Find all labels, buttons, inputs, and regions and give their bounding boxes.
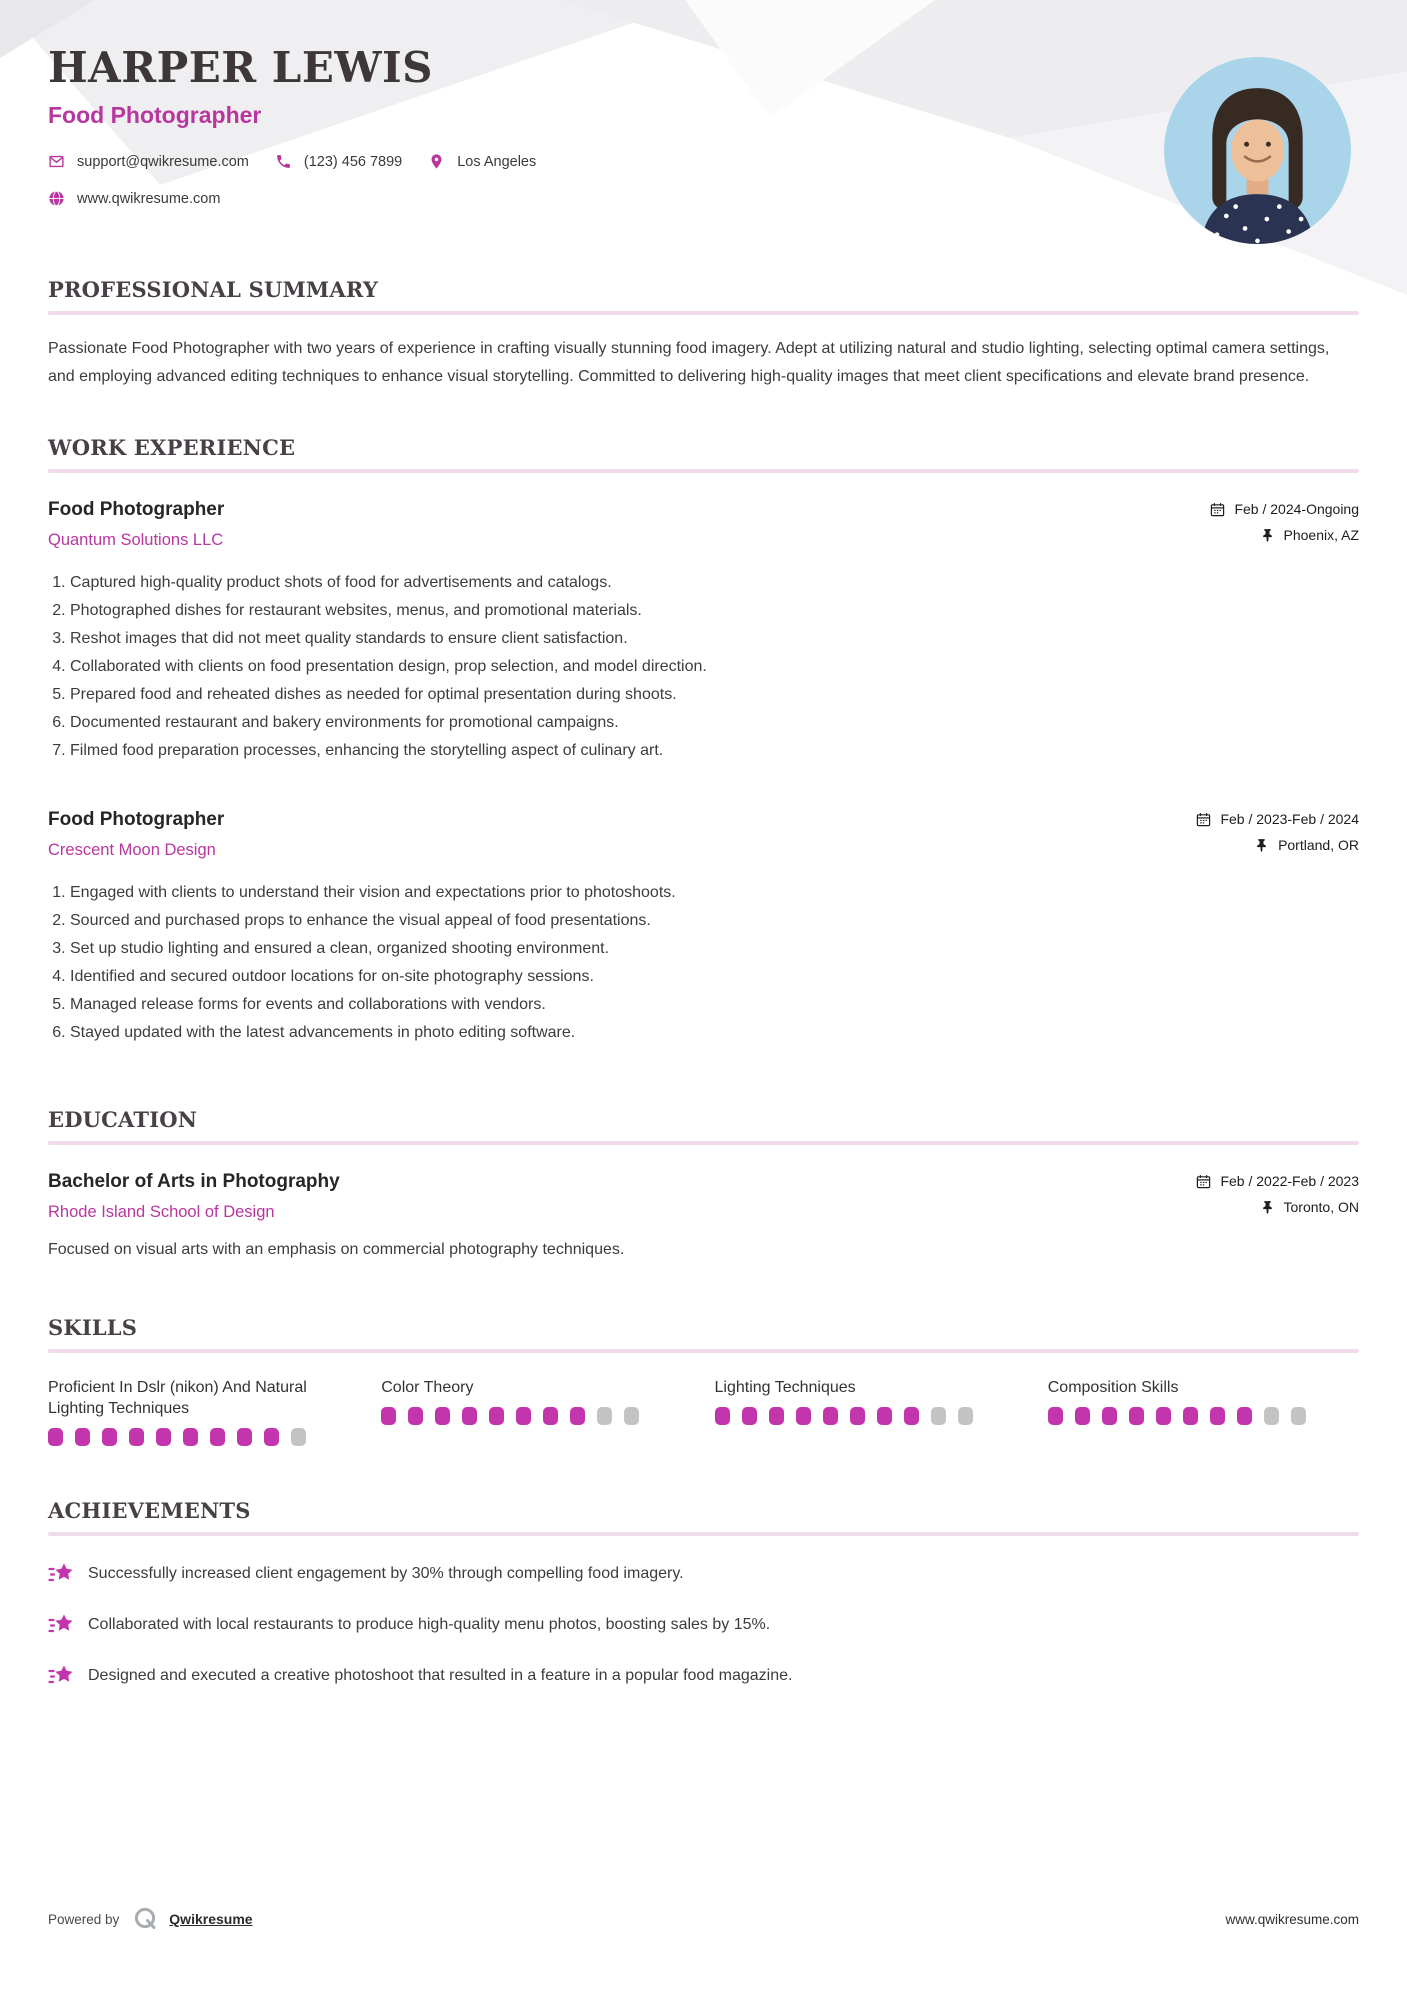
- job-bullet: 5. Prepared food and reheated dishes as needed for optimal presentation during shoots.: [70, 681, 1359, 709]
- footer: [48, 1906, 1359, 1990]
- job-title: Food Photographer: [48, 499, 225, 521]
- globe-icon: [48, 190, 65, 207]
- footer-website: www.qwikresume.com: [1225, 1911, 1359, 1927]
- contact-info: [48, 153, 1359, 207]
- section-heading: PROFESSIONAL SUMMARY: [48, 277, 379, 303]
- education-meta: [1196, 1171, 1359, 1225]
- section-divider: [48, 1349, 1359, 1353]
- achievement-text: Successfully increased client engagement by 30% through compelling food imagery.: [88, 1564, 684, 1582]
- skill-level-dot: [183, 1428, 198, 1446]
- job-bullet: 6. Documented restaurant and bakery environments for promotional campaigns.: [70, 709, 1359, 737]
- qwikresume-link[interactable]: Qwikresume: [169, 1911, 253, 1927]
- skill-level-dot: [462, 1407, 477, 1425]
- job-bullet: 1. Captured high-quality product shots of food for advertisements and catalogs.: [70, 569, 1359, 597]
- job-dates: Feb / 2024-Ongoing: [1234, 501, 1359, 518]
- skill-level-dot: [129, 1428, 144, 1446]
- skill-level-dot: [516, 1407, 531, 1425]
- section-heading: ACHIEVEMENTS: [48, 1498, 251, 1524]
- job-meta: [1196, 809, 1359, 863]
- calendar-icon: [1210, 502, 1225, 517]
- section-education: [48, 1107, 1359, 1259]
- contact-location: [428, 153, 536, 170]
- job-bullet: 4. Collaborated with clients on food presentation design, prop selection, and model direction.: [70, 653, 1359, 681]
- section-heading: SKILLS: [48, 1315, 138, 1341]
- job-bullet: 7. Filmed food preparation processes, enhancing the storytelling aspect of culinary art.: [70, 737, 1359, 765]
- achievement-text: Collaborated with local restaurants to produce high-quality menu photos, boosting sales by 15%.: [88, 1615, 771, 1633]
- contact-website[interactable]: [48, 190, 220, 207]
- powered-by-label: Powered by: [48, 1911, 120, 1927]
- skill-level-dot: [570, 1407, 585, 1425]
- section-divider: [48, 1532, 1359, 1536]
- skill-name: Proficient In Dslr (nikon) And Natural Lighting Techniques: [48, 1379, 307, 1418]
- profile-photo: [1164, 57, 1351, 244]
- email-text: support@qwikresume.com: [77, 153, 249, 170]
- education-description: Focused on visual arts with an emphasis on commercial photography techniques.: [48, 1241, 625, 1259]
- phone-text: (123) 456 7899: [303, 153, 403, 170]
- skill-level-dot: [489, 1407, 504, 1425]
- skills-grid: [48, 1377, 1359, 1446]
- skill-level-dot: [769, 1407, 784, 1425]
- skill-level-dot: [75, 1428, 90, 1446]
- skill-level-meter: [48, 1428, 359, 1446]
- skill-level-dot: [237, 1428, 252, 1446]
- job-location: Phoenix, AZ: [1283, 527, 1359, 544]
- skill-level-dot: [291, 1428, 306, 1446]
- achievement-item: [48, 1662, 1359, 1689]
- section-heading: EDUCATION: [48, 1107, 198, 1133]
- star-icon: [48, 1611, 75, 1638]
- skill-level-dot: [597, 1407, 612, 1425]
- skill-level-dot: [264, 1428, 279, 1446]
- skill-item-4: [1048, 1377, 1359, 1425]
- skill-level-dot: [796, 1407, 811, 1425]
- section-professional-summary: [48, 277, 1359, 391]
- skill-level-dot: [742, 1407, 757, 1425]
- skill-level-dot: [1129, 1407, 1144, 1425]
- phone-icon: [275, 153, 292, 170]
- job-meta: [1210, 499, 1359, 553]
- skill-level-dot: [408, 1407, 423, 1425]
- job-bullet-list: [48, 879, 1359, 1047]
- achievement-item: [48, 1560, 1359, 1587]
- job-dates: Feb / 2023-Feb / 2024: [1220, 811, 1359, 828]
- skill-level-dot: [1237, 1407, 1252, 1425]
- job-entry-1: [48, 499, 1359, 765]
- skill-level-dot: [1264, 1407, 1279, 1425]
- skill-level-dot: [1183, 1407, 1198, 1425]
- envelope-icon: [48, 153, 65, 170]
- job-company: Crescent Moon Design: [48, 841, 216, 860]
- star-icon: [48, 1662, 75, 1689]
- section-achievements: [48, 1498, 1359, 1713]
- location-text: Los Angeles: [457, 153, 537, 170]
- skill-level-dot: [1291, 1407, 1306, 1425]
- skill-level-dot: [1210, 1407, 1225, 1425]
- skill-item-1: [48, 1377, 359, 1446]
- skill-level-dot: [543, 1407, 558, 1425]
- section-divider: [48, 311, 1359, 315]
- qwikresume-q-icon: [133, 1906, 159, 1932]
- job-company: Quantum Solutions LLC: [48, 531, 224, 550]
- job-entry-2: [48, 809, 1359, 1047]
- skill-level-dot: [1156, 1407, 1171, 1425]
- school-name: Rhode Island School of Design: [48, 1203, 275, 1222]
- section-skills: [48, 1315, 1359, 1446]
- skill-level-dot: [958, 1407, 973, 1425]
- skill-name: Lighting Techniques: [714, 1379, 856, 1397]
- achievement-item: [48, 1611, 1359, 1638]
- job-bullet: 4. Identified and secured outdoor locations for on-site photography sessions.: [70, 963, 1359, 991]
- contact-email[interactable]: [48, 153, 249, 170]
- candidate-name: HARPER LEWIS: [48, 43, 433, 92]
- skill-level-dot: [48, 1428, 63, 1446]
- skill-level-meter: [381, 1407, 692, 1425]
- section-divider: [48, 1141, 1359, 1145]
- skill-level-dot: [877, 1407, 892, 1425]
- map-pin-icon: [428, 153, 445, 170]
- skill-level-meter: [715, 1407, 1026, 1425]
- pushpin-icon: [1260, 528, 1275, 543]
- skill-level-dot: [1075, 1407, 1090, 1425]
- job-bullet-list: [48, 569, 1359, 765]
- job-bullet: 3. Set up studio lighting and ensured a clean, organized shooting environment.: [70, 935, 1359, 963]
- education-entry: [48, 1171, 1359, 1259]
- job-bullet: 2. Sourced and purchased props to enhance the visual appeal of food presentations.: [70, 907, 1359, 935]
- skill-level-dot: [210, 1428, 225, 1446]
- pushpin-icon: [1260, 1200, 1275, 1215]
- skill-item-2: [381, 1377, 692, 1425]
- skill-level-dot: [931, 1407, 946, 1425]
- skill-level-dot: [435, 1407, 450, 1425]
- skill-level-dot: [156, 1428, 171, 1446]
- calendar-icon: [1196, 1174, 1211, 1189]
- header: [48, 0, 1359, 227]
- pushpin-icon: [1254, 838, 1269, 853]
- achievements-list: [48, 1560, 1359, 1689]
- calendar-icon: [1196, 812, 1211, 827]
- skill-level-dot: [715, 1407, 730, 1425]
- skill-name: Color Theory: [381, 1379, 474, 1397]
- skill-level-dot: [624, 1407, 639, 1425]
- skill-level-dot: [904, 1407, 919, 1425]
- summary-text: Passionate Food Photographer with two years of experience in crafting visually stunning food imagery. Adept at utilizing natural and studio lighting, selecting optimal camera settings, and employing advanced editing techniques to enhance visual storytelling. Committed to delivering high-quality images that meet client specifications and elevate brand presence.: [48, 340, 1330, 386]
- education-dates: Feb / 2022-Feb / 2023: [1220, 1173, 1359, 1190]
- skill-level-dot: [850, 1407, 865, 1425]
- star-icon: [48, 1560, 75, 1587]
- skill-item-3: [715, 1377, 1026, 1425]
- candidate-title: Food Photographer: [48, 102, 262, 129]
- job-bullet: 2. Photographed dishes for restaurant websites, menus, and promotional materials.: [70, 597, 1359, 625]
- job-bullet: 3. Reshot images that did not meet quality standards to ensure client satisfaction.: [70, 625, 1359, 653]
- skill-level-dot: [1102, 1407, 1117, 1425]
- website-text: www.qwikresume.com: [77, 190, 221, 207]
- job-location: Portland, OR: [1278, 837, 1359, 854]
- section-heading: WORK EXPERIENCE: [48, 435, 296, 461]
- skill-level-dot: [381, 1407, 396, 1425]
- skill-name: Composition Skills: [1047, 1379, 1179, 1397]
- degree-title: Bachelor of Arts in Photography: [48, 1171, 340, 1193]
- skill-level-dot: [823, 1407, 838, 1425]
- section-divider: [48, 469, 1359, 473]
- job-bullet: 1. Engaged with clients to understand their vision and expectations prior to photoshoots.: [70, 879, 1359, 907]
- skill-level-dot: [102, 1428, 117, 1446]
- job-bullet: 5. Managed release forms for events and collaborations with vendors.: [70, 991, 1359, 1019]
- contact-phone[interactable]: [275, 153, 402, 170]
- section-work-experience: [48, 435, 1359, 1047]
- job-bullet: 6. Stayed updated with the latest advancements in photo editing software.: [70, 1019, 1359, 1047]
- education-location: Toronto, ON: [1283, 1199, 1359, 1216]
- skill-level-meter: [1048, 1407, 1359, 1425]
- skill-level-dot: [1048, 1407, 1063, 1425]
- achievement-text: Designed and executed a creative photoshoot that resulted in a feature in a popular food magazine.: [88, 1666, 793, 1684]
- job-title: Food Photographer: [48, 809, 225, 831]
